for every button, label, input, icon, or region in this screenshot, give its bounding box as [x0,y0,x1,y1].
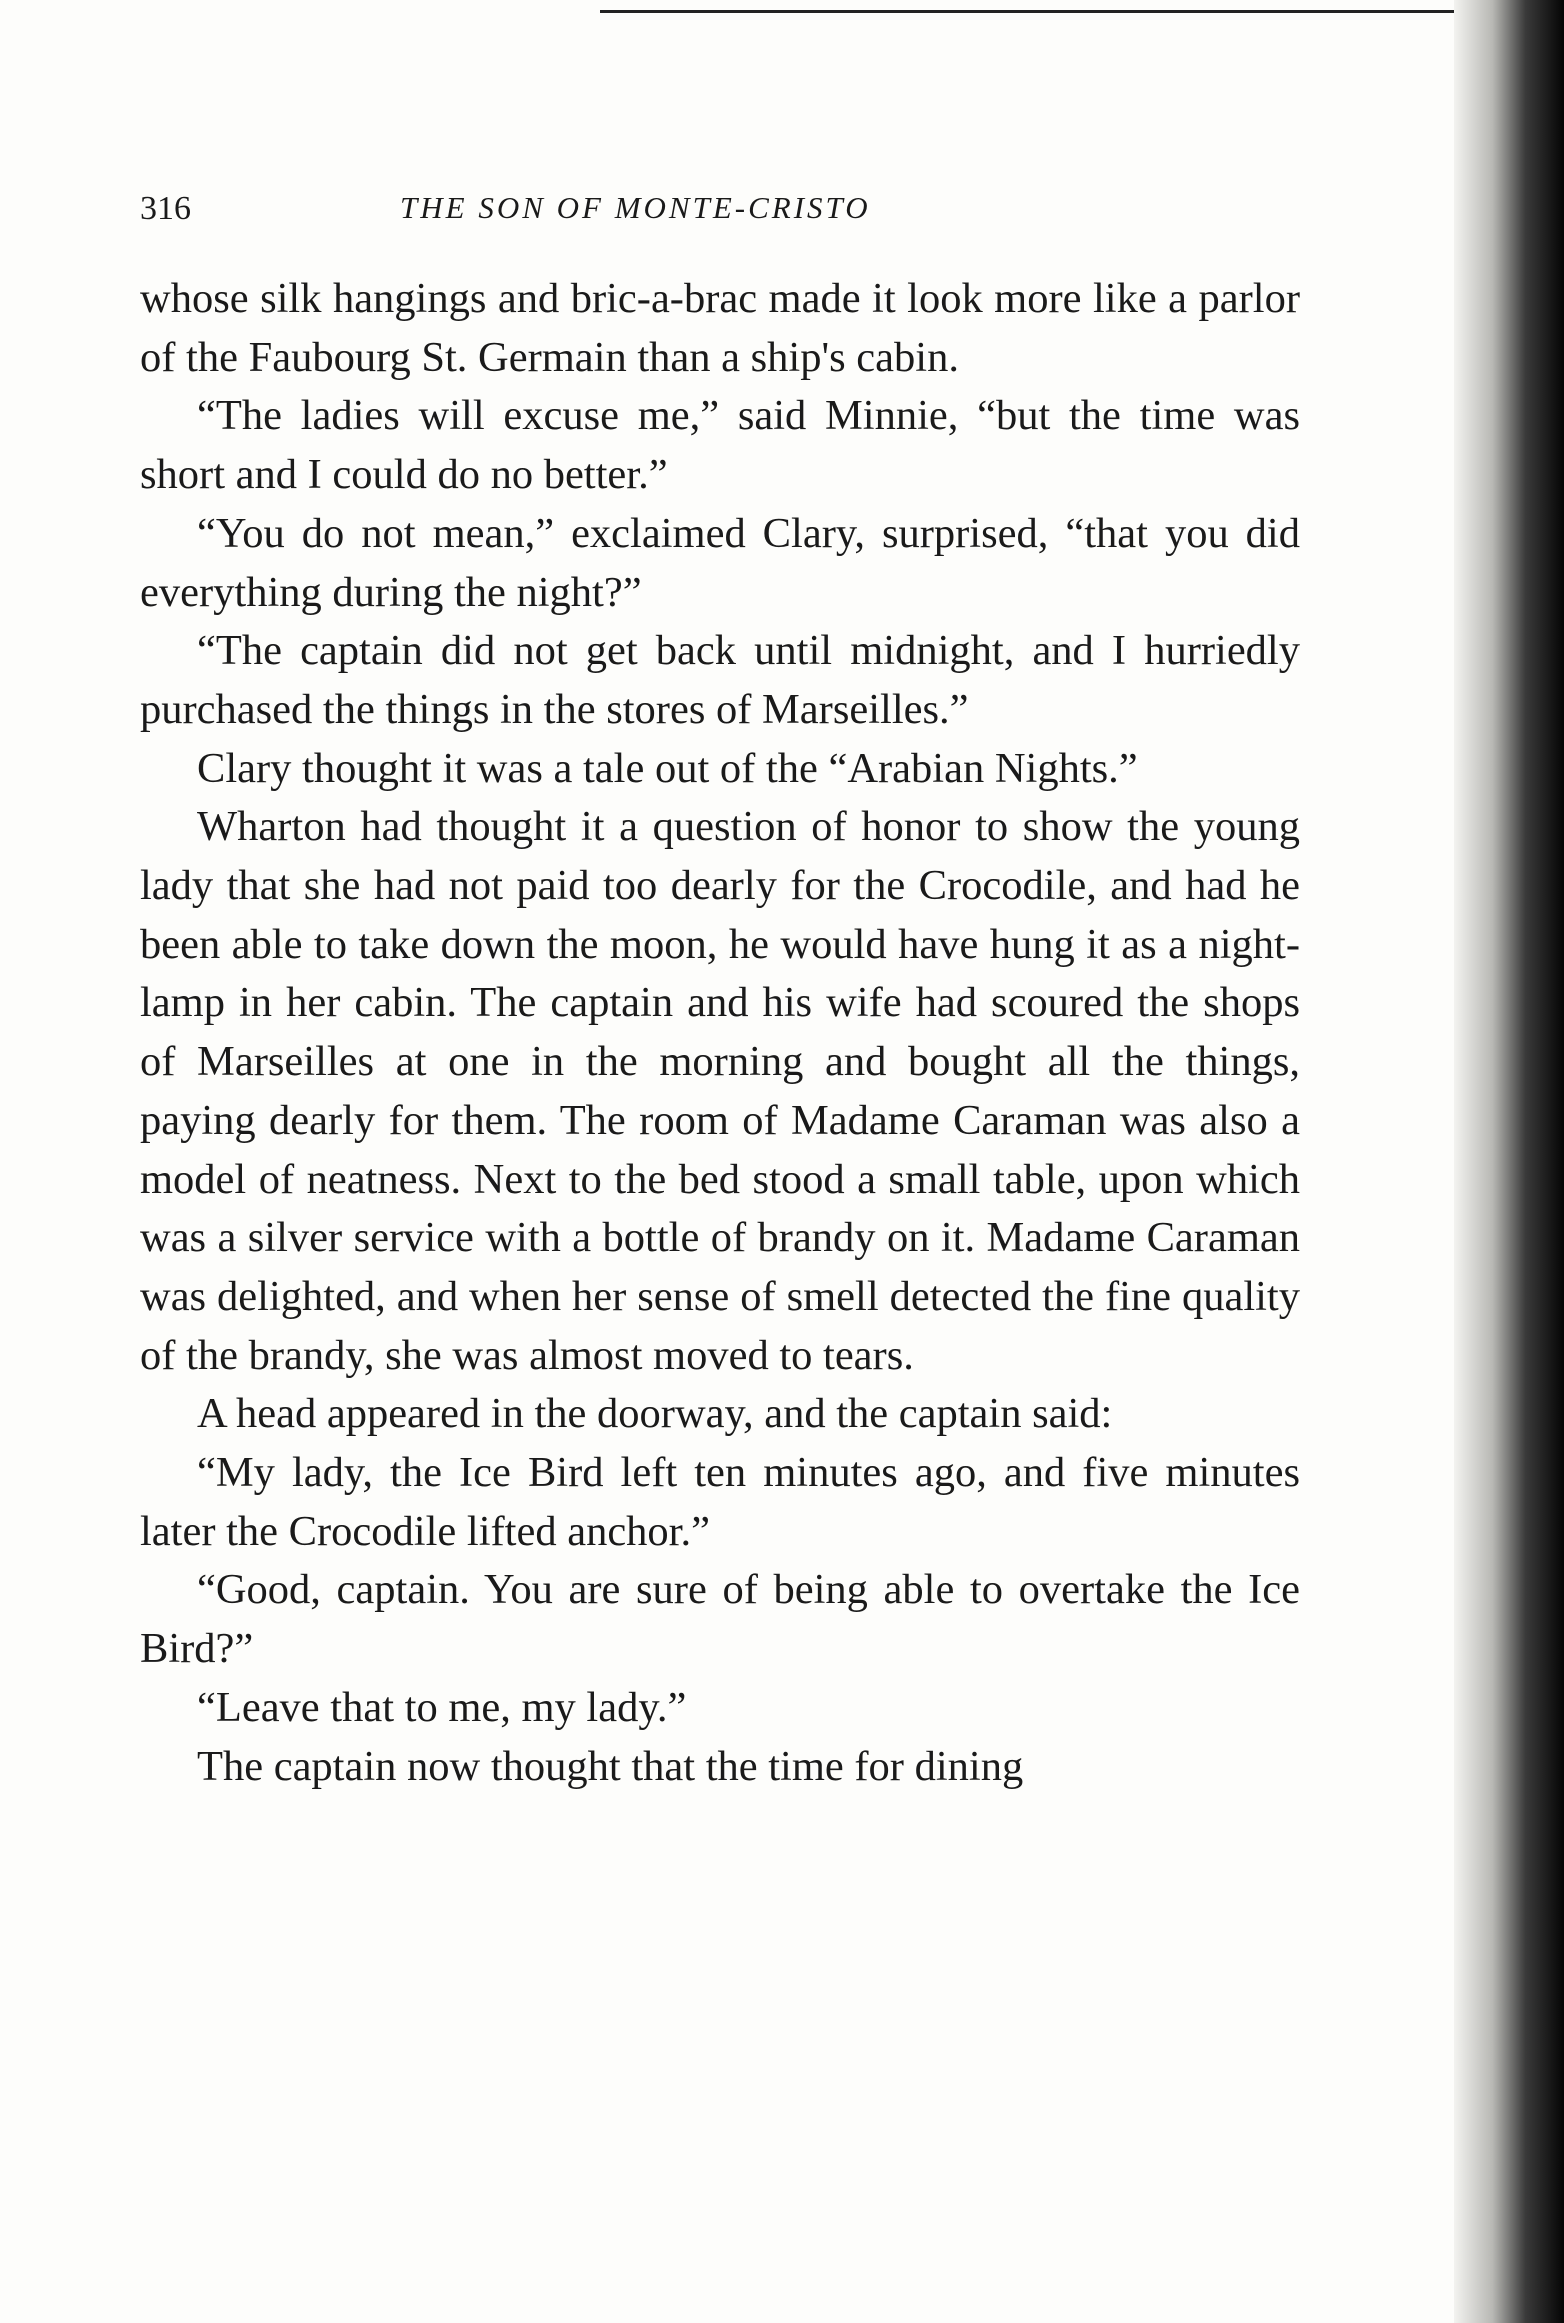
body-text [140,270,1300,1796]
paragraph: “Good, captain. You are sure of being able to overtake the Ice Bird?” [140,1566,1300,1673]
paragraph: “My lady, the Ice Bird left ten minutes ago, and five minutes later the Crocodile lifted anchor.” [140,1449,1300,1555]
paragraph: The captain now thought that the time for dining [197,1742,1024,1790]
paragraph: “The captain did not get back until midnight, and I hurriedly purchased the things in the stores of Marseilles.” [140,627,1300,733]
paragraph: “You do not mean,” exclaimed Clary, surprised, “that you did everything during the night?” [140,509,1300,616]
top-rule [600,10,1500,13]
page-number: 316 [140,190,191,227]
paragraph: “The ladies will excuse me,” said Minnie, “but the time was short and I could do no better.” [140,392,1300,499]
paragraph: whose silk hangings and bric-a-brac made it look more like a parlor of the Faubourg St. Germain than a ship's cabin. [140,275,1300,381]
paragraph: Wharton had thought it a question of honor to show the young lady that she had not paid too dearly for the Crocodile, and had he been able to take down the moon, he would have hung it as a night-lamp in her cabin. The captain and his wife had scoured the shops of Marseilles at one in the morning and bought all the things, paying dearly for them. The room of Madame Caraman was also a model of neatness. Next to the bed stood a small table, upon which was a silver service with a bottle of brandy on it. Madame Caraman was delighted, and when her sense of smell detected the fine quality of the brandy, she was almost moved to tears. [140,803,1300,1379]
paragraph: “Leave that to me, my lady.” [197,1683,687,1731]
paragraph: Clary thought it was a tale out of the “Arabian Nights.” [197,744,1138,792]
page-header [140,190,1300,240]
running-title: THE SON OF MONTE-CRISTO [400,190,871,225]
binding-shadow [1454,0,1564,2323]
paragraph: A head appeared in the doorway, and the captain said: [197,1390,1113,1438]
